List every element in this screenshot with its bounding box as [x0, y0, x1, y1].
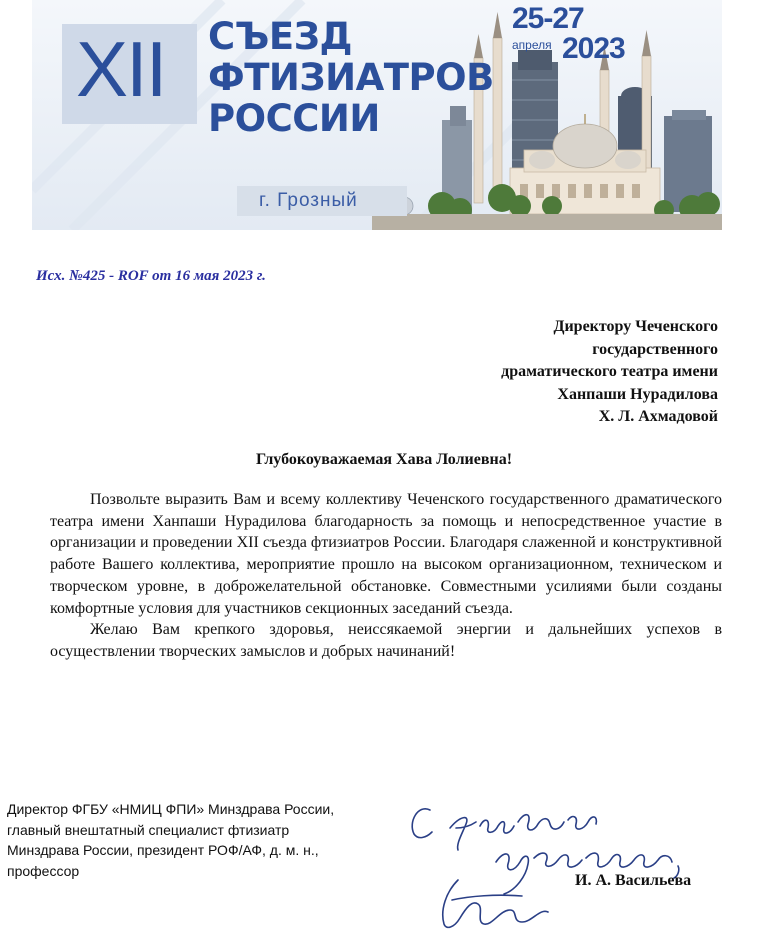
- title-line: ФТИЗИАТРОВ: [208, 56, 494, 99]
- signer-title-block: [7, 799, 334, 881]
- date-year: 2023: [562, 32, 625, 65]
- addressee-line: Директору Чеченского: [553, 318, 718, 335]
- date-month: апреля: [512, 38, 552, 52]
- addressee-line: Х. Л. Ахмадовой: [598, 408, 718, 425]
- title-line: СЪЕЗД: [208, 15, 352, 58]
- letter-body: [50, 489, 722, 663]
- signer-line: Директор ФГБУ «НМИЦ ФПИ» Минздрава России,: [7, 801, 335, 817]
- conference-title: [208, 16, 494, 139]
- handwritten-signature: [400, 792, 700, 940]
- signature-name: И. А. Васильева: [575, 872, 692, 889]
- body-paragraph: Желаю Вам крепкого здоровья, неиссякаемой энергии и дальнейших успехов в осуществлении творческих замыслов и добрых начинаний!: [50, 621, 722, 660]
- body-paragraph: Позвольте выразить Вам и всему коллективу Чеченского государственного драматического театра имени Ханпаши Нурадилова благодарность за помощь и непосредственное участие в организации и проведении XII съезда фтизиатров России. Благодаря слаженной и конструктивной работе Вашего коллектива, мероприятие прошло на высоком организационном, техническом и творческом уровне, в доброжелательной обстановке. Совместными усилиями были созданы комфортные условия для участников секционных заседаний съезда.: [50, 491, 722, 617]
- roman-numeral: XII: [76, 25, 166, 113]
- title-line: РОССИИ: [208, 97, 380, 140]
- signer-line: главный внештатный специалист фтизиатр: [7, 821, 290, 838]
- signer-line: профессор: [7, 862, 80, 879]
- city-label-panel: [237, 186, 407, 216]
- addressee-line: драматического театра имени: [501, 363, 718, 380]
- salutation: Глубокоуважаемая Хава Лолиевна!: [255, 451, 513, 468]
- roman-numeral-panel: [62, 24, 197, 124]
- addressee-line: государственного: [592, 340, 718, 358]
- addressee-line: Ханпаши Нурадилова: [557, 385, 718, 403]
- conference-banner: [32, 0, 722, 230]
- addressee-block: [501, 316, 718, 429]
- signature-drawing: [400, 792, 700, 937]
- date-days: 25-27: [512, 2, 584, 35]
- outgoing-reference: Исх. №425 - ROF от 16 мая 2023 г.: [36, 268, 266, 284]
- city-label: г. Грозный: [259, 190, 358, 211]
- signer-line: Минздрава России, президент РОФ/АФ, д. м. н.,: [7, 842, 319, 858]
